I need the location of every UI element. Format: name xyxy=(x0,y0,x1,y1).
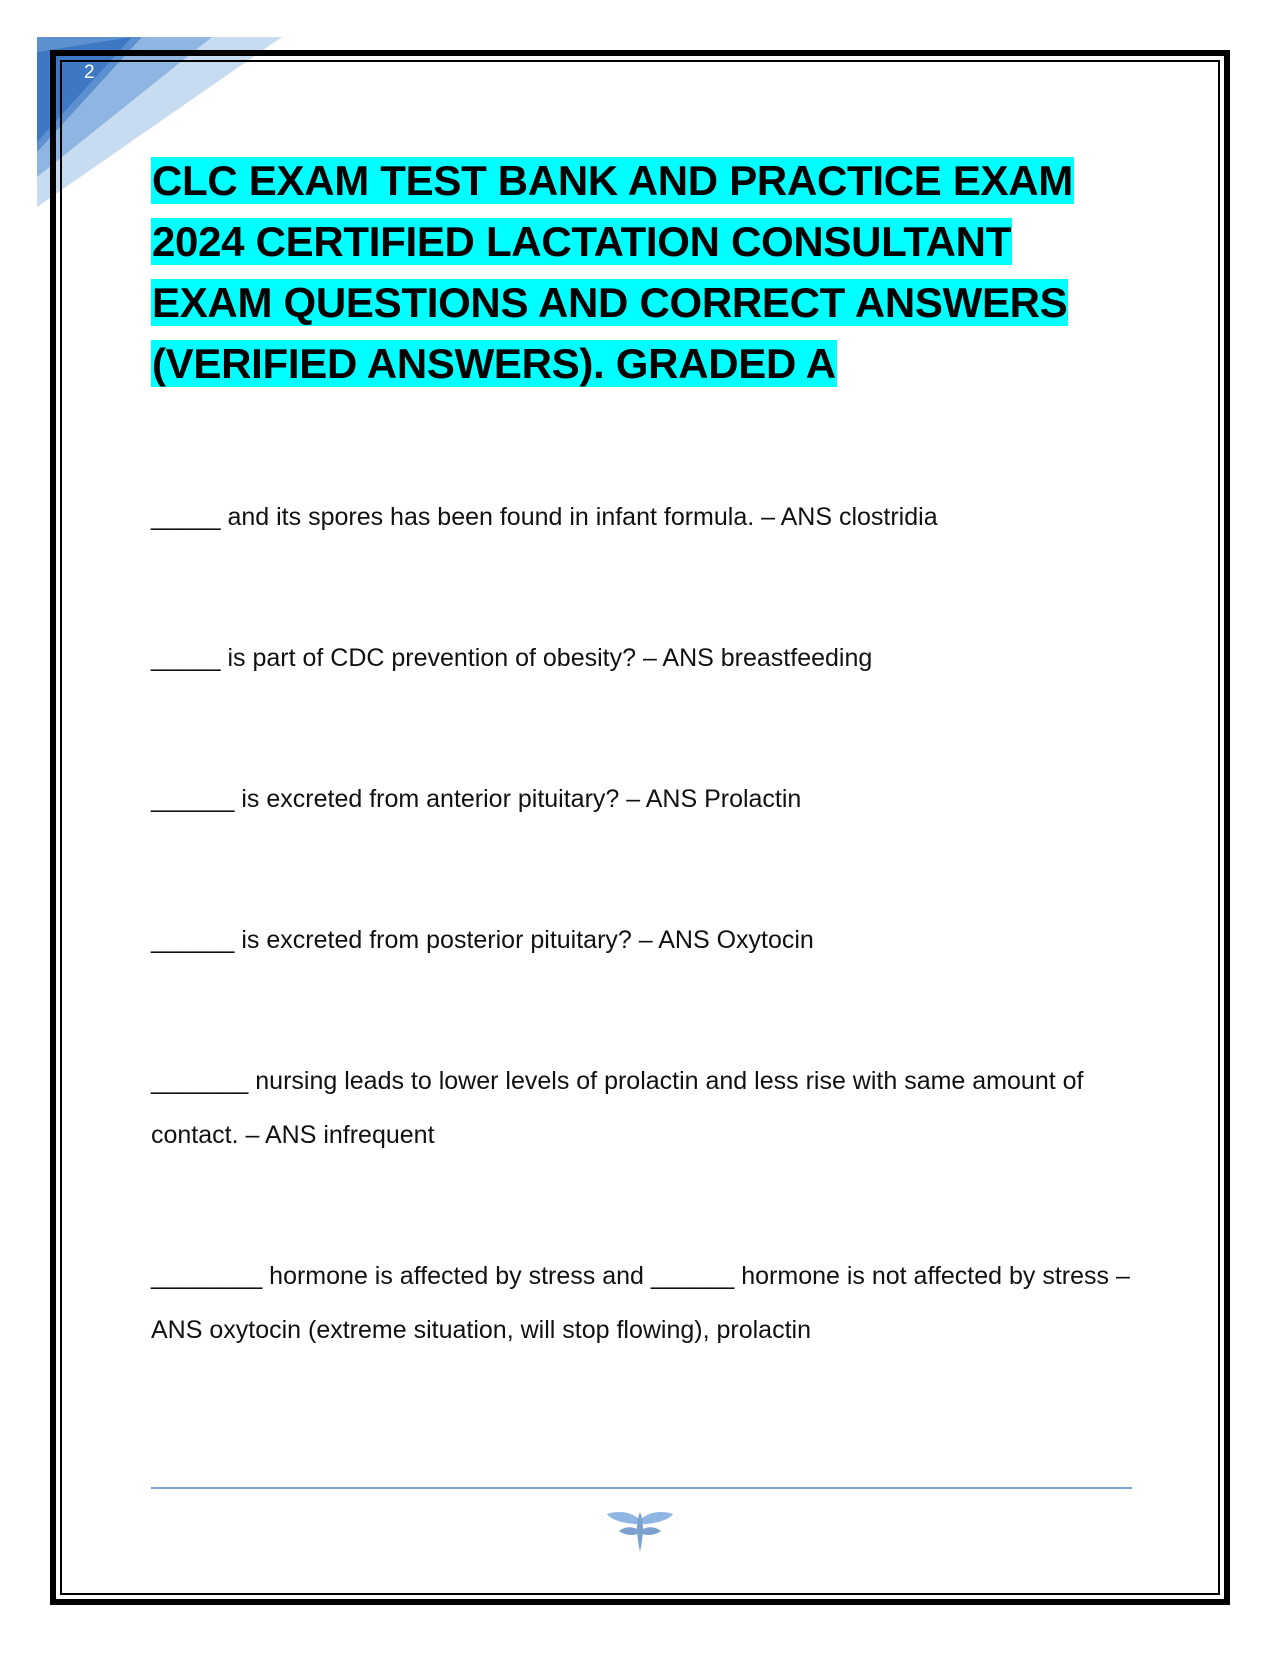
question-2: _____ is part of CDC prevention of obesity? – ANS breastfeeding xyxy=(151,644,873,672)
document-title xyxy=(151,150,1141,394)
question-3: ______ is excreted from anterior pituitary? – ANS Prolactin xyxy=(151,785,802,813)
question-6: ________ hormone is affected by stress and ______ hormone is not affected by stress – ANS oxytocin (extreme situation, will stop flowing), prolactin xyxy=(151,1262,1130,1344)
question-1: _____ and its spores has been found in infant formula. – ANS clostridia xyxy=(151,503,938,531)
question-4: ______ is excreted from posterior pituitary? – ANS Oxytocin xyxy=(151,926,814,954)
page-number: 2 xyxy=(84,62,95,83)
fleur-ornament-icon xyxy=(601,1502,679,1554)
footer-divider xyxy=(151,1487,1132,1489)
question-5: _______ nursing leads to lower levels of prolactin and less rise with same amount of contact. – ANS infrequent xyxy=(151,1067,1084,1149)
document-body xyxy=(151,150,1141,1444)
highlighted-title-text: CLC EXAM TEST BANK AND PRACTICE EXAM 2024 CERTIFIED LACTATION CONSULTANT EXAM QUESTIONS AND CORRECT ANSWERS (VERIFIED ANSWERS). GRADED A xyxy=(152,157,1073,387)
